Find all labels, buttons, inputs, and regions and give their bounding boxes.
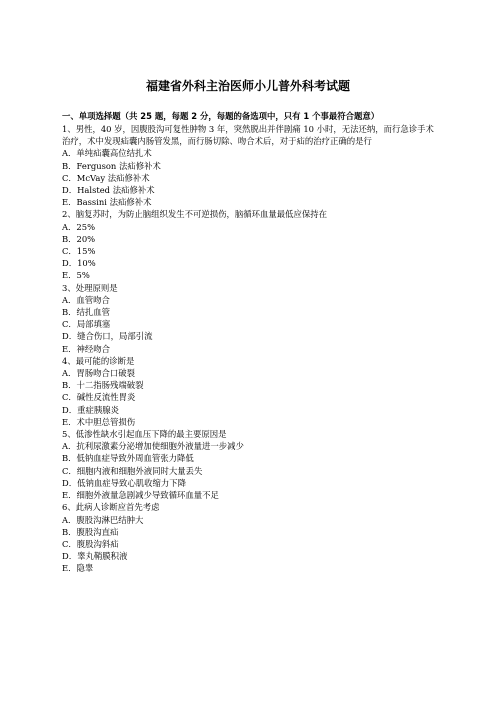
option-d: D．Halsted 法疝修补术 <box>62 185 155 196</box>
question-1 <box>62 123 438 208</box>
option-c: C．腹股沟斜疝 <box>62 538 119 549</box>
option-a: A．单纯疝囊高位结扎术 <box>62 148 152 159</box>
option-a: A．胃肠吻合口破裂 <box>62 368 136 379</box>
question-2 <box>62 208 438 281</box>
question-stem: 6、此病人诊断应首先考虑 <box>62 502 160 513</box>
section-heading: 一、单项选择题（共 25 题，每题 2 分，每题的备选项中，只有 1 个事最符合题意） <box>62 111 380 121</box>
option-b: B．低钠血症导致外周血管张力降低 <box>62 453 194 464</box>
option-d: D．重症胰腺炎 <box>62 404 119 415</box>
question-stem: 4、最可能的诊断是 <box>62 355 135 366</box>
question-6 <box>62 501 438 574</box>
option-d: D．10% <box>62 258 96 269</box>
option-b: B．十二指肠残端破裂 <box>62 380 144 391</box>
option-e: E．隐睾 <box>62 563 94 574</box>
document-body <box>62 110 438 575</box>
option-b: B．20% <box>62 233 96 244</box>
option-d: D．低钠血症导致心肌收缩力下降 <box>62 477 186 488</box>
option-c: C．McVay 法疝修补术 <box>62 172 150 183</box>
option-e: E．细胞外液量急剧减少导致循环血量不足 <box>62 490 219 501</box>
question-3 <box>62 282 438 355</box>
question-stem: 3、处理原则是 <box>62 282 118 293</box>
option-a: A．抗利尿激素分泌增加使细胞外液量进一步减少 <box>62 441 244 452</box>
question-4 <box>62 355 438 428</box>
option-e: E．术中胆总管损伤 <box>62 416 136 427</box>
question-stem: 2、脑复苏时，为防止脑组织发生不可逆损伤，脑循环血量最低应保持在 <box>62 209 327 220</box>
option-c: C．局部填塞 <box>62 319 111 330</box>
option-a: A．腹股沟淋巴结肿大 <box>62 514 144 525</box>
option-e: E．5% <box>62 270 90 281</box>
option-c: C．15% <box>62 246 96 257</box>
option-d: D．睾丸鞘膜积液 <box>62 551 128 562</box>
option-b: B．Ferguson 法疝修补术 <box>62 160 161 171</box>
option-e: E．神经吻合 <box>62 343 110 354</box>
question-stem: 5、低渗性缺水引起血压下降的最主要原因是 <box>62 429 227 440</box>
document-title: 福建省外科主治医师小儿普外科考试题 <box>145 79 350 93</box>
option-d: D．缝合伤口，局部引流 <box>62 331 153 342</box>
option-a: A．25% <box>62 221 96 232</box>
option-b: B．结扎血管 <box>62 307 111 318</box>
option-b: B．腹股沟直疝 <box>62 526 119 537</box>
option-e: E．Bassini 法疝修补术 <box>62 197 152 208</box>
option-c: C．碱性反流性胃炎 <box>62 392 136 403</box>
option-a: A．血管吻合 <box>62 294 110 305</box>
option-c: C．细胞内液和细胞外液同时大量丢失 <box>62 465 203 476</box>
question-5 <box>62 428 438 501</box>
question-stem: 1、男性，40 岁，因腹股沟可复性肿物 3 年，突然脱出并伴剧痛 10 小时，无法还纳，而行急诊手术治疗，术中发现疝囊内肠管发黑，而行肠切除、吻合术后，对于疝的治疗正确的是行 <box>62 124 434 147</box>
